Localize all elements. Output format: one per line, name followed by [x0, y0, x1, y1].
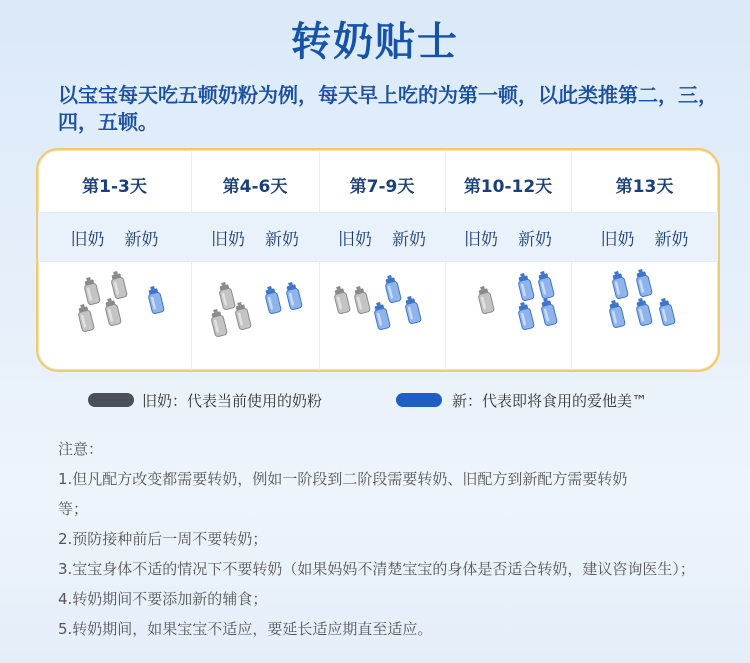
note-item: 1.但凡配方改变都需要转奶，例如一阶段到二阶段需要转奶、旧配方到新配方需要转奶	[58, 470, 628, 488]
note-item: 5.转奶期间，如果宝宝不适应，要延长适应期直至适应。	[58, 620, 433, 638]
column-day-13	[571, 150, 718, 370]
new-milk-bottle-icon	[514, 299, 538, 336]
column-header: 第10-12天	[463, 177, 553, 197]
bottle-group	[38, 268, 191, 364]
new-milk-label: 新奶	[124, 229, 159, 250]
new-milk-legend-swatch	[396, 393, 442, 407]
column-day-7-9	[319, 150, 446, 370]
intro-text: 以宝宝每天吃五顿奶粉为例，每天早上吃的为第一顿，以此类推第二，三，四，五顿。	[58, 83, 718, 134]
column-day-4-6	[191, 150, 320, 370]
milk-labels	[445, 213, 571, 261]
notes-section	[58, 434, 718, 644]
new-milk-bottle-icon	[144, 284, 168, 321]
bottle-group	[445, 268, 571, 364]
old-milk-bottle-icon	[231, 299, 255, 336]
bottle-group	[571, 268, 718, 364]
old-milk-legend-text: 旧奶：代表当前使用的奶粉	[142, 392, 323, 410]
column-header: 第13天	[615, 177, 674, 197]
new-milk-label: 新奶	[518, 229, 552, 250]
new-milk-label: 新奶	[654, 229, 689, 250]
note-item: 等；	[58, 500, 89, 518]
new-milk-label: 新奶	[265, 229, 299, 250]
bottle-group	[319, 268, 445, 364]
new-milk-legend-text: 新：代表即将食用的爱他美™	[452, 392, 648, 410]
column-day-10-12	[445, 150, 572, 370]
old-milk-label: 旧奶	[600, 229, 635, 250]
old-milk-legend-swatch	[88, 393, 134, 407]
new-milk-bottle-icon	[282, 280, 306, 317]
column-header: 第4-6天	[222, 177, 288, 197]
notes-heading: 注意：	[58, 440, 104, 458]
column-header: 第7-9天	[349, 177, 415, 197]
page-title: 转奶贴士	[291, 19, 459, 65]
schedule-card	[36, 148, 720, 372]
bottle-group	[191, 268, 319, 364]
old-milk-label: 旧奶	[464, 229, 498, 250]
column-header: 第1-3天	[82, 177, 147, 197]
old-milk-label: 旧奶	[338, 229, 372, 250]
milk-labels	[191, 213, 319, 261]
new-milk-bottle-icon	[655, 295, 679, 332]
note-item: 3.宝宝身体不适的情况下不要转奶（如果妈妈不清楚宝宝的身体是否适合转奶，建议咨询医生）；	[58, 560, 695, 578]
new-milk-bottle-icon	[632, 295, 656, 332]
new-milk-bottle-icon	[261, 284, 285, 321]
milk-labels	[319, 213, 445, 261]
new-milk-bottle-icon	[401, 293, 425, 330]
note-item: 2.预防接种前后一周不要转奶；	[58, 530, 268, 548]
old-milk-label: 旧奶	[70, 229, 105, 250]
milk-labels	[38, 213, 191, 261]
old-milk-bottle-icon	[474, 284, 498, 321]
new-milk-label: 新奶	[392, 229, 426, 250]
milk-labels	[571, 213, 718, 261]
note-item: 4.转奶期间不要添加新的辅食；	[58, 590, 268, 608]
column-day-1-3	[38, 150, 192, 370]
old-milk-label: 旧奶	[211, 229, 245, 250]
